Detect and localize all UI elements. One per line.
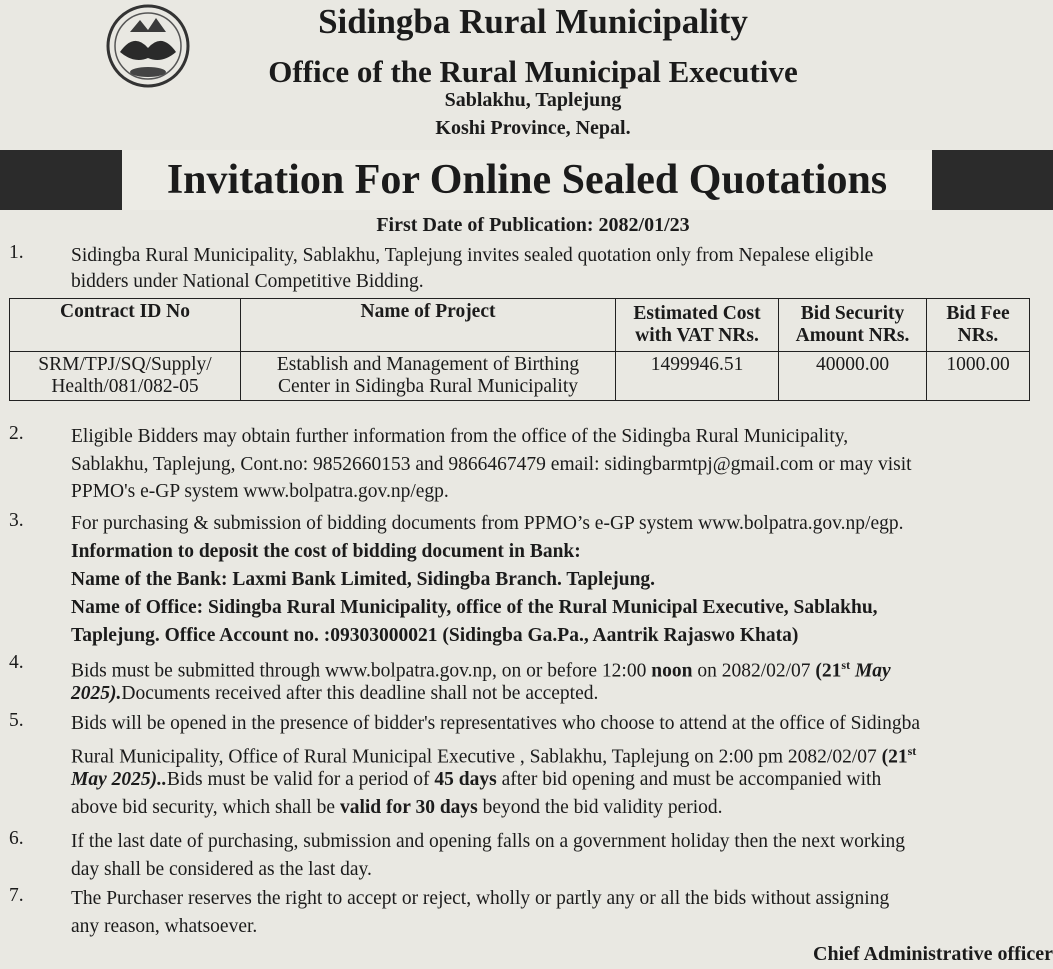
item-3-line-4: Name of Office: Sidingba Rural Municipality, office of the Rural Municipal Executive, Sablakhu, bbox=[71, 597, 878, 618]
item-4-day: (21 bbox=[815, 660, 842, 682]
cell-bid-security: 40000.00 bbox=[779, 352, 927, 401]
notice-title: Invitation For Online Sealed Quotations bbox=[122, 150, 932, 210]
cell-estimated-cost: 1499946.51 bbox=[616, 352, 779, 401]
item-5-line-3 bbox=[71, 766, 881, 793]
header-fee-line-2: NRs. bbox=[957, 325, 999, 346]
item-2-line-1: Eligible Bidders may obtain further information from the office of the Sidingba Rural Municipality, bbox=[71, 426, 849, 447]
header-contract-id: Contract ID No bbox=[10, 299, 241, 352]
header-security-line-1: Bid Security bbox=[800, 303, 905, 324]
cell-project-name bbox=[241, 352, 616, 401]
item-number-1: 1. bbox=[9, 242, 24, 263]
item-7-line-2: any reason, whatsoever. bbox=[71, 916, 258, 937]
item-number-3: 3. bbox=[9, 510, 24, 531]
item-3-line-2: Information to deposit the cost of bidding document in Bank: bbox=[71, 541, 581, 562]
item-3-line-1: For purchasing & submission of bidding documents from PPMO’s e-GP system www.bolpatra.gov.np/egp. bbox=[71, 513, 904, 534]
item-5-text-b: Bids must be valid for a period of bbox=[166, 769, 435, 790]
item-1-line-2: bidders under National Competitive Bidding. bbox=[71, 271, 424, 292]
item-5-text-d: after bid opening and must be accompanied with bbox=[496, 769, 882, 790]
item-4-text-a: Bids must be submitted through www.bolpatra.gov.np, on or before 12:00 bbox=[71, 660, 652, 682]
item-4-text-b: Documents received after this deadline shall not be accepted. bbox=[121, 683, 599, 704]
header-project-name: Name of Project bbox=[241, 299, 616, 352]
header-bid-fee bbox=[927, 299, 1030, 352]
item-2-line-3: PPMO's e-GP system www.bolpatra.gov.np/egp. bbox=[71, 481, 449, 502]
item-6-line-2: day shall be considered as the last day. bbox=[71, 859, 372, 880]
cell-contract-id bbox=[10, 352, 241, 401]
item-5-validity: valid for 30 days bbox=[339, 797, 478, 818]
item-6-line-1: If the last date of purchasing, submission and opening falls on a government holiday then the next working bbox=[71, 831, 905, 852]
item-5-line-4 bbox=[71, 794, 723, 821]
item-4-day-suffix: st bbox=[841, 658, 851, 672]
quotation-table bbox=[9, 298, 1030, 401]
item-4-month: May bbox=[850, 660, 891, 682]
item-1-line-1: Sidingba Rural Municipality, Sablakhu, Taplejung invites sealed quotation only from Nepalese eligible bbox=[71, 245, 874, 266]
contract-id-line-1: SRM/TPJ/SQ/Supply/ bbox=[38, 354, 212, 375]
item-number-6: 6. bbox=[9, 828, 24, 849]
project-line-1: Establish and Management of Birthing bbox=[276, 354, 580, 375]
header-bid-security bbox=[779, 299, 927, 352]
project-line-2: Center in Sidingba Rural Municipality bbox=[277, 376, 579, 397]
org-name: Sidingba Rural Municipality bbox=[318, 2, 748, 41]
item-number-5: 5. bbox=[9, 710, 24, 731]
address-line-1: Sablakhu, Taplejung bbox=[444, 89, 622, 111]
header-cost-line-1: Estimated Cost bbox=[633, 303, 761, 324]
office-name: Office of the Rural Municipal Executive bbox=[268, 54, 798, 89]
address-line-2: Koshi Province, Nepal. bbox=[435, 117, 631, 139]
item-5-text-f: beyond the bid validity period. bbox=[477, 797, 723, 818]
contract-id-line-2: Health/081/082-05 bbox=[51, 376, 199, 397]
publication-date: First Date of Publication: 2082/01/23 bbox=[376, 214, 690, 236]
item-5-day: (21 bbox=[881, 746, 908, 768]
item-5-month: May 2025).. bbox=[71, 769, 167, 790]
cell-bid-fee: 1000.00 bbox=[927, 352, 1030, 401]
item-3-line-5: Taplejung. Office Account no. :09303000021 (Sidingba Ga.Pa., Aantrik Rajaswo Khata) bbox=[71, 625, 799, 646]
item-7-line-1: The Purchaser reserves the right to accept or reject, wholly or partly any or all the bids without assigning bbox=[71, 888, 890, 909]
item-5-day-suffix: st bbox=[907, 744, 917, 758]
item-5-days: 45 days bbox=[434, 769, 497, 790]
item-4-noon: noon bbox=[651, 660, 693, 682]
item-4-line-2 bbox=[71, 680, 598, 707]
item-number-2: 2. bbox=[9, 423, 24, 444]
header-estimated-cost bbox=[616, 299, 779, 352]
item-3-line-3: Name of the Bank: Laxmi Bank Limited, Sidingba Branch. Taplejung. bbox=[71, 569, 656, 590]
item-number-7: 7. bbox=[9, 885, 24, 906]
item-5-text-a: Rural Municipality, Office of Rural Municipal Executive , Sablakhu, Taplejung on 2:00 pm 2082/02/07 bbox=[71, 746, 882, 768]
header-security-line-2: Amount NRs. bbox=[795, 325, 910, 346]
item-5-text-e: above bid security, which shall be bbox=[71, 797, 340, 818]
table-row bbox=[10, 352, 1030, 401]
item-number-4: 4. bbox=[9, 652, 24, 673]
item-4-text-c: on 2082/02/07 bbox=[692, 660, 816, 682]
item-5-line-1: Bids will be opened in the presence of bidder's representatives who choose to attend at the office of Sidingba bbox=[71, 713, 920, 734]
header-fee-line-1: Bid Fee bbox=[946, 303, 1010, 324]
item-4-year: 2025). bbox=[71, 683, 122, 704]
header-cost-line-2: with VAT NRs. bbox=[635, 325, 759, 346]
signature-title: Chief Administrative officer bbox=[813, 943, 1053, 965]
item-2-line-2: Sablakhu, Taplejung, Cont.no: 9852660153 and 9866467479 email: sidingbarmtpj@gmail.com or may visit bbox=[71, 454, 912, 475]
